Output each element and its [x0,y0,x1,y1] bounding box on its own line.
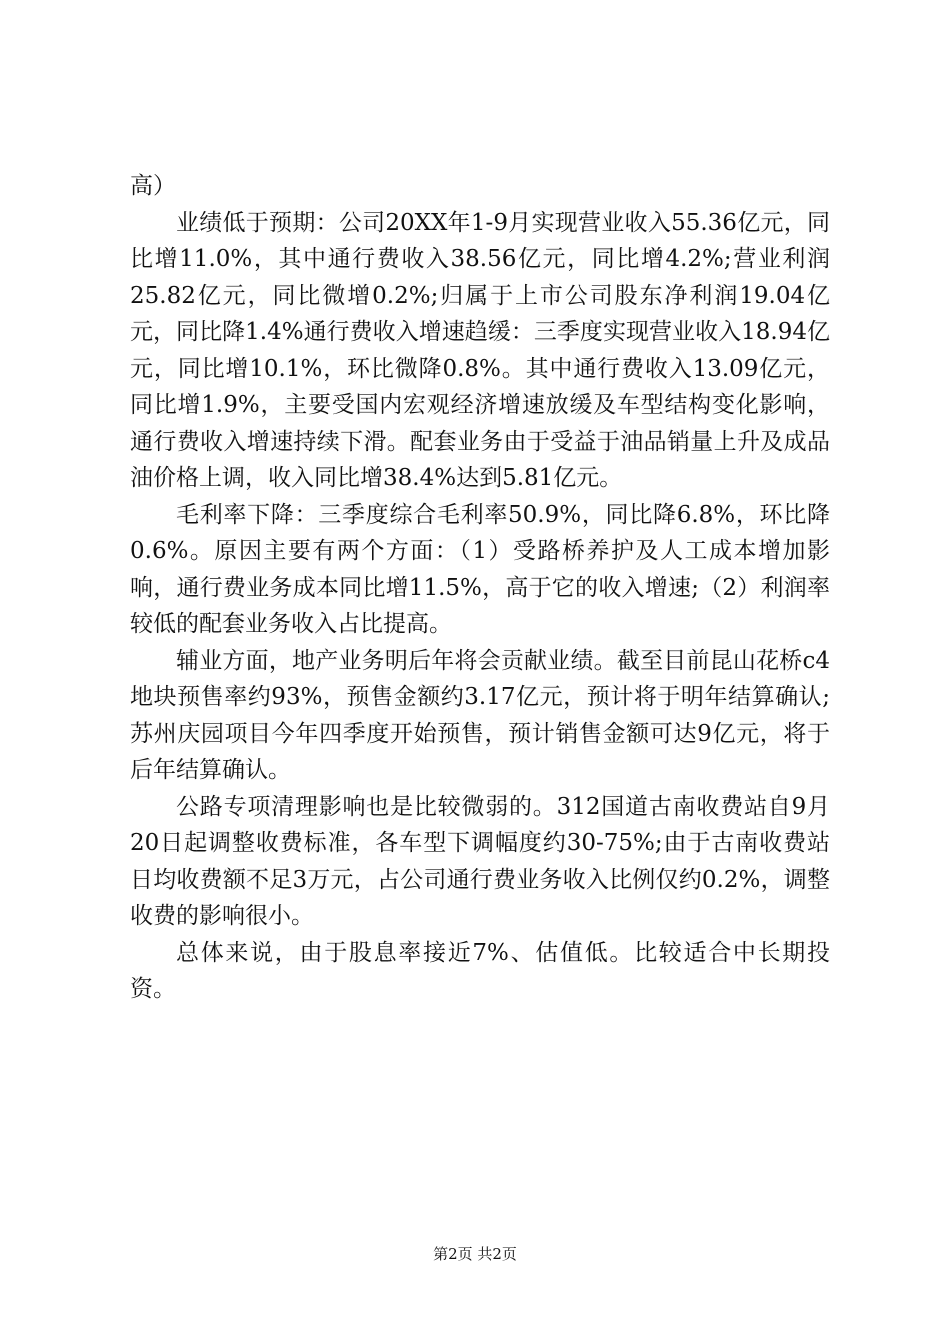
paragraph-auxiliary-business: 辅业方面，地产业务明后年将会贡献业绩。截至目前昆山花桥c4地块预售率约93%，预售金额约3.17亿元，预计将于明年结算确认;苏州庆园项目今年四季度开始预售，预计销售金额可达9亿元，将于后年结算确认。 [130,647,830,783]
paragraph-conclusion: 总体来说，由于股息率接近7%、估值低。比较适合中长期投资。 [130,939,830,1002]
paragraph-performance: 业绩低于预期：公司20XX年1-9月实现营业收入55.36亿元，同比增11.0%，其中通行费收入38.56亿元，同比增4.2%;营业利润25.82亿元，同比微增0.2%;归属于上市公司股东净利润19.04亿元，同比降1.4%通行费收入增速趋缓：三季度实现营业收入18.94亿元，同比增10.1%，环比微降0.8%。其中通行费收入13.09亿元，同比增1.9%，主要受国内宏观经济增速放缓及车型结构变化影响，通行费收入增速持续下滑。配套业务由于受益于油品销量上升及成品油价格上调，收入同比增38.4%达到5.81亿元。 [130,209,830,491]
document-body [130,168,830,1008]
paragraph-gross-margin: 毛利率下降：三季度综合毛利率50.9%，同比降6.8%，环比降0.6%。原因主要有两个方面：（1）受路桥养护及人工成本增加影响，通行费业务成本同比增11.5%，高于它的收入增速;（2）利润率较低的配套业务收入占比提高。 [130,501,830,637]
paragraph-toll-adjustment: 公路专项清理影响也是比较微弱的。312国道古南收费站自9月20日起调整收费标准，各车型下调幅度约30-75%;由于古南收费站日均收费额不足3万元，占公司通行费业务收入比例仅约0.2%，调整收费的影响很小。 [130,793,830,929]
paragraph-continuation: 高） [130,173,176,199]
page-footer: 第2页 共2页 [433,1245,517,1263]
